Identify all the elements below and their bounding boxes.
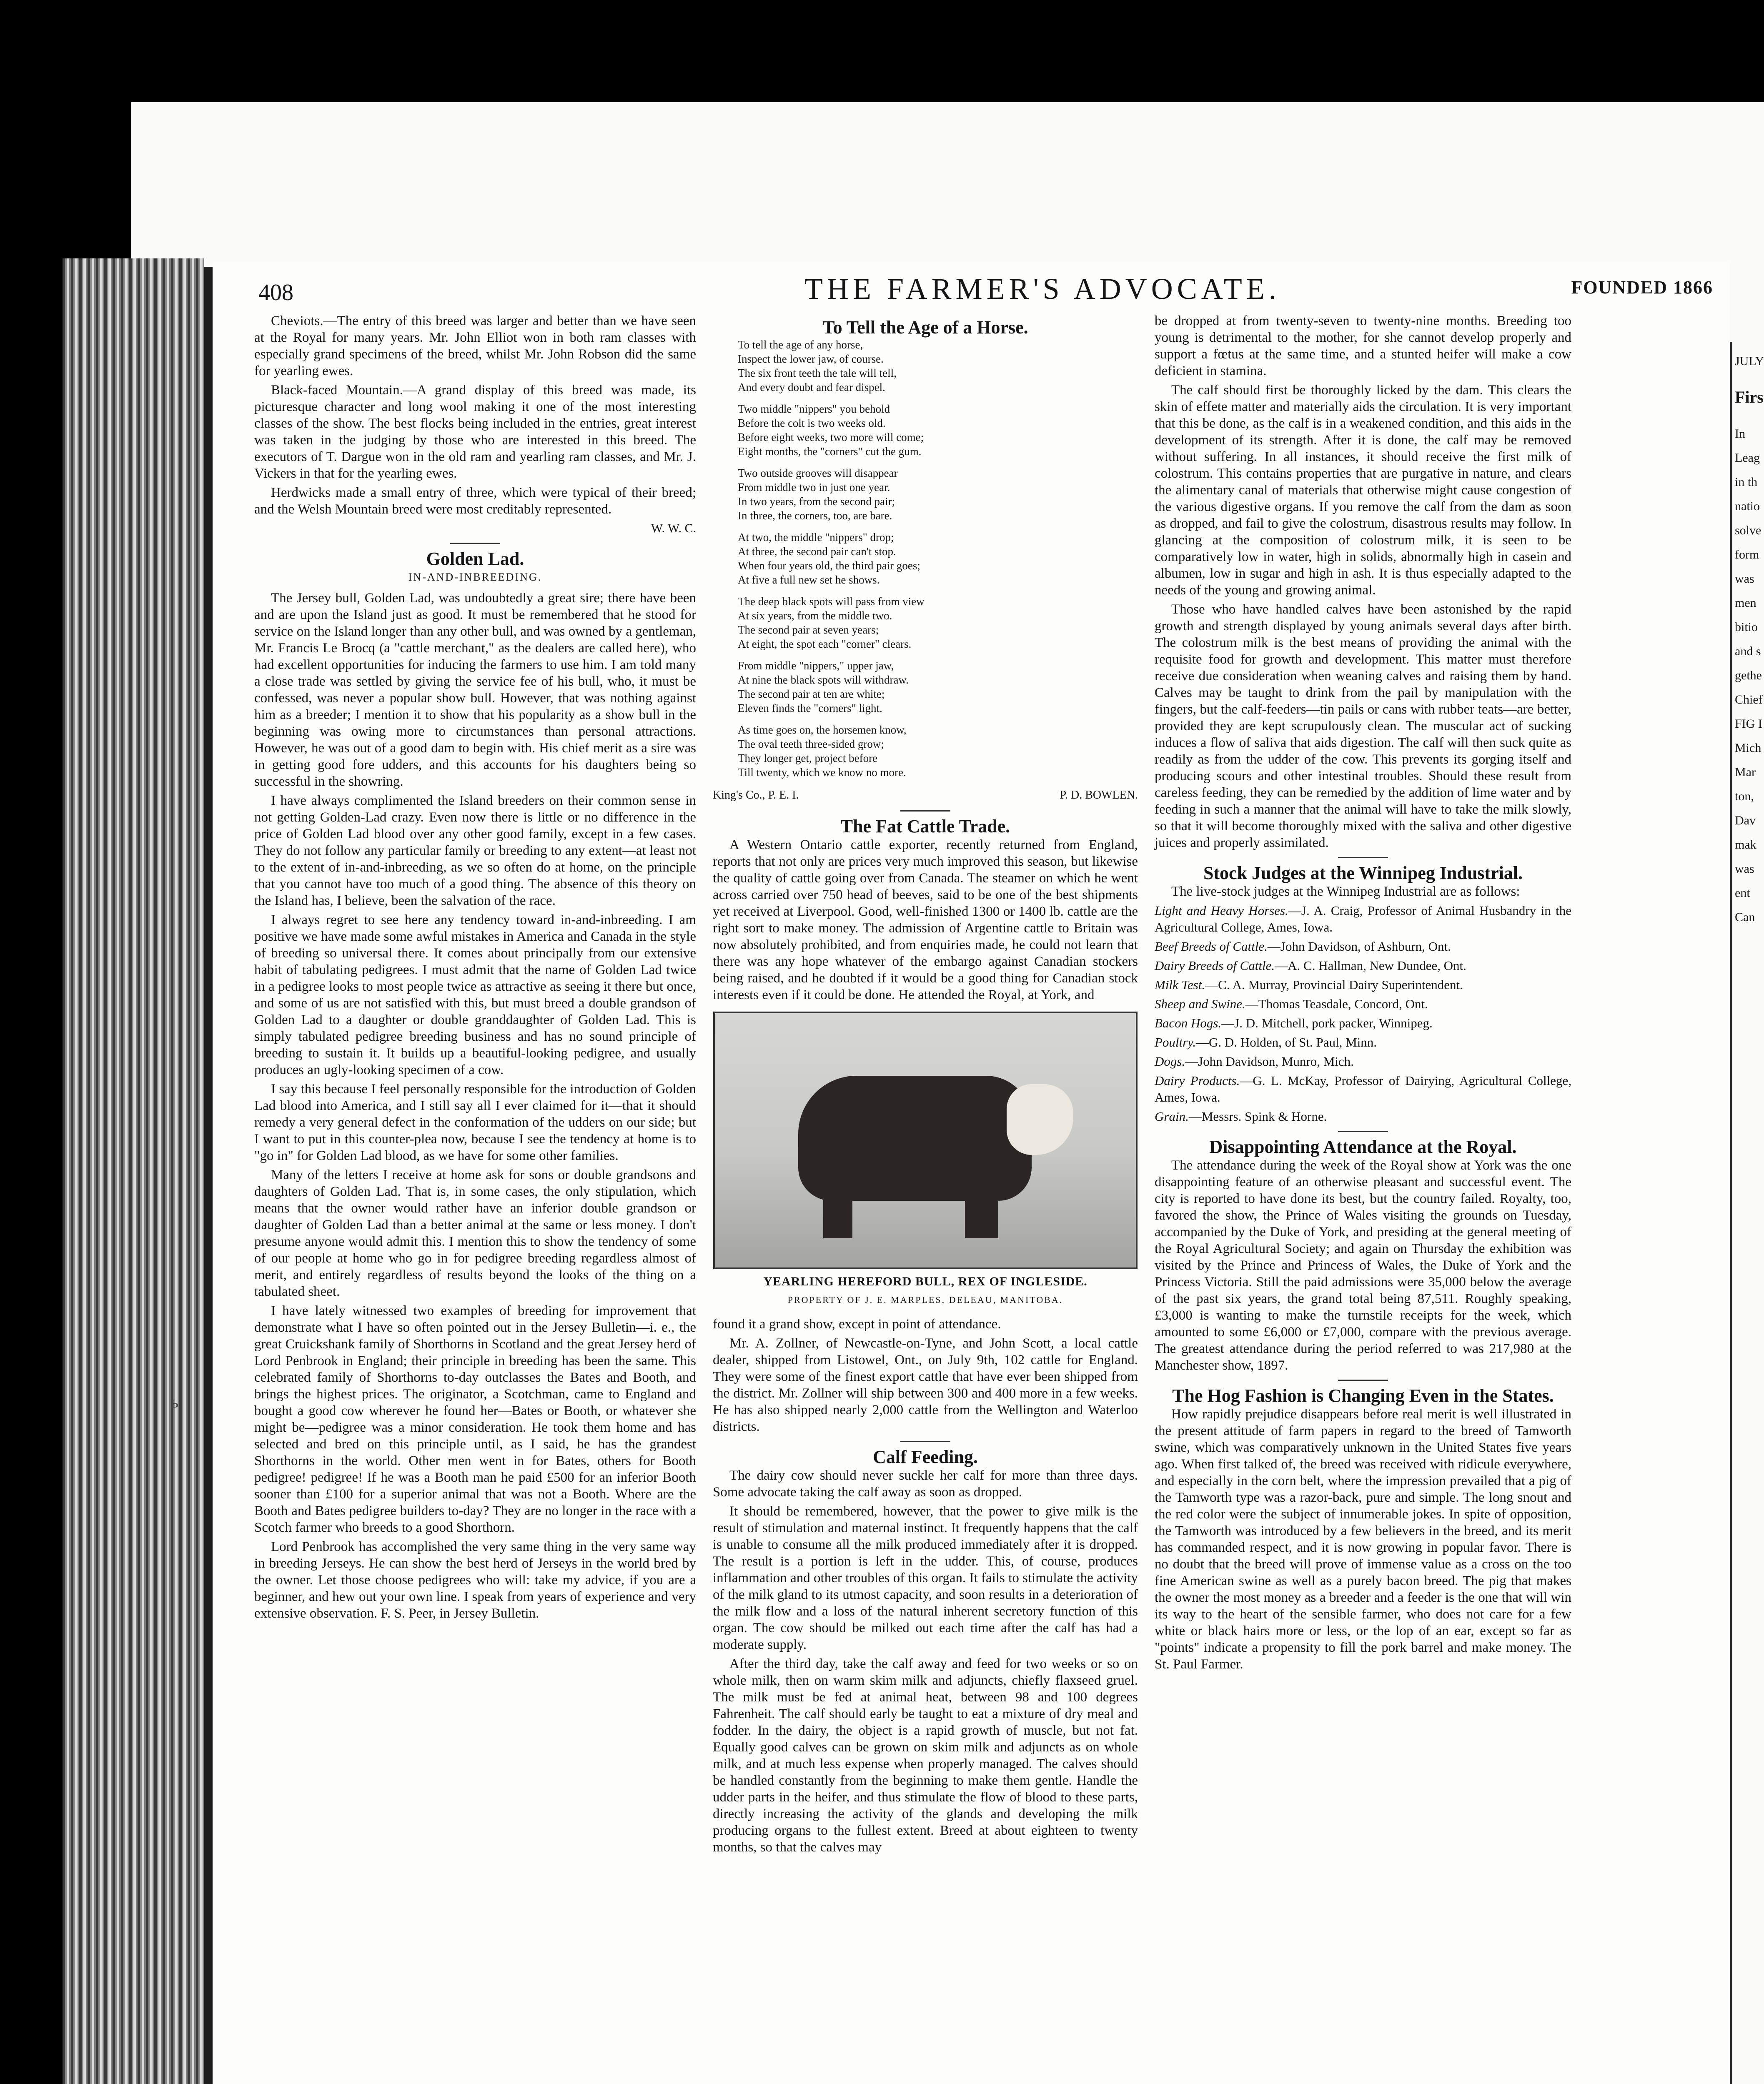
fragment-line: ton, — [1735, 789, 1754, 803]
fragment-line: was — [1735, 862, 1754, 876]
poem-line: The six front teeth the tale will tell, — [738, 367, 897, 379]
poem-line: At nine the black spots will withdraw. — [738, 674, 909, 686]
article-paragraph: Many of the letters I receive at home ask for sons or double grandsons and daughters of Golden Lad. That is, in some cases, the only stipulation, which means that the owner would rather have an inferior double grandson or daughter of Golden Lad than a better animal at the same or less money. I don't presume anyone would admit this. I mention this to show the tendency of some of our people at home who go in for pedigree breeding regardless almost of merit, and entirely regardless of results beyond the looks of the thing on a tabulated sheet. — [254, 1167, 696, 1299]
fragment-line: Chief — [1735, 693, 1763, 706]
page-gutter — [204, 267, 213, 2084]
poem-stanza — [738, 659, 1138, 715]
article-paragraph: Those who have handled calves have been astonished by the rapid growth and strength displayed by young animals several days after birth. The colostrum milk is the best means of providing the animal with the requisite food for growth and development. This matter must therefore receive due consideration when weaning calves and raising them by hand. Calves may be taught to drink from the pail by manipulation with the fingers, but the calf-feeders—tin pails or cans with rubber teats—are better, provided they are kept scrupulously clean. The muscular act of sucking induces a flow of saliva that aids digestion. The calf will then suck quite as readily as from the udder of the cow. This prevents its gorging itself and producing scours and other intestinal troubles. Should these result from careless feeding, they can be remedied by the addition of lime water and by feeding in such a manner that the animal will have to take the milk slowly, so that it will become thoroughly mixed with the saliva and other digestive juices and properly assimilated. — [1155, 602, 1571, 850]
column-1 — [254, 313, 696, 1624]
judge-class: Milk Test. — [1155, 977, 1205, 992]
herdwicks-paragraph: Herdwicks made a small entry of three, which were typical of their breed; and the Welsh Mountain breed were most creditably represented. — [254, 485, 696, 517]
bull-photo — [713, 1012, 1138, 1269]
fragment-line: Mar — [1735, 765, 1756, 779]
fragment-line: ent — [1735, 886, 1750, 900]
judge-class: Light and Heavy Horses. — [1155, 903, 1288, 918]
poem-line: Two middle "nippers" you behold — [738, 403, 890, 415]
fragment-line: men — [1735, 596, 1756, 610]
judge-name: —J. D. Mitchell, pork packer, Winnipeg. — [1221, 1016, 1433, 1030]
poem-line: Before eight weeks, two more will come; — [738, 431, 924, 443]
judge-entry — [1155, 1108, 1571, 1125]
poem-line: In three, the corners, too, are bare. — [738, 509, 892, 522]
judge-name: —John Davidson, of Ashburn, Ont. — [1267, 939, 1451, 954]
judge-name: —G. D. Holden, of St. Paul, Minn. — [1196, 1035, 1377, 1050]
article-paragraph: I have lately witnessed two examples of breeding for improvement that demonstrate what I have so often pointed out in the Jersey Bulletin—i. e., the great Cruickshank family of Shorthorns in Scotland and the great Jersey herd of Lord Penbrook in England; their principle in breeding has been the same. This celebrated family of Shorthorns to-day outclasses the Bates and Booth, and brings the highest prices. The originator, a Scotchman, came to England and bought a good cow wherever he found her—Bates or Booth, or whatever she might be—pedigree was a minor consideration. He took them home and has selected and bred on this principle until, as I said, he has the grandest Shorthorns in the world. Other men went in for Bates, others for Booth pedigree! pedigree! If he was a Booth man he paid £500 for an inferior Booth sooner than £100 for a superior animal that was not a Booth. Where are the Booth and Bates pedigree builders to-day? They are no longer in the race with a Scotch farmer who breeds to a good Shorthorn. — [254, 1303, 696, 1535]
photo-credit: PROPERTY OF J. E. MARPLES, DELEAU, MANITOBA. — [787, 1295, 1063, 1305]
masthead: THE FARMER'S ADVOCATE. — [804, 272, 1280, 306]
newspaper-page — [213, 263, 1730, 2084]
fragment-line: Mich — [1735, 741, 1761, 755]
poem-stanza — [738, 723, 1138, 779]
poem-line: Inspect the lower jaw, of course. — [738, 353, 884, 365]
judge-name: —A. C. Hallman, New Dundee, Ont. — [1275, 958, 1466, 973]
poem-line: At two, the middle "nippers" drop; — [738, 531, 894, 544]
poem-line: From middle "nippers," upper jaw, — [738, 659, 894, 672]
article-paragraph: I always regret to see here any tendency toward in-and-inbreeding. I am positive we have made some awful mistakes in America and Canada in the style of breeding so universal there. It comes about principally from our extensive habit of tabulating pedigrees. I must admit that the name of Golden Lad twice in a pedigree looks to most people twice as attractive as seeing it there but once, and some of us are not satisfied with this, but must breed a double grandson of Golden Lad to a daughter or double granddaughter of Golden Lad. This is simply tabulated pedigree breeding business and has no sound principle of breeding to sustain it. It builds up a beautiful-looking pedigree, and usually produces an ugly-looking specimen of a cow. — [254, 912, 696, 1077]
fragment-line: mak — [1735, 838, 1756, 852]
divider — [1338, 1380, 1388, 1381]
judge-name: —C. A. Murray, Provincial Dairy Superintendent. — [1205, 977, 1463, 992]
judge-class: Dairy Breeds of Cattle. — [1155, 958, 1275, 973]
fragment-line: In — [1735, 427, 1745, 441]
article-paragraph: be dropped at from twenty-seven to twenty-nine months. Breeding too young is detrimental to the mother, for she cannot develop properly and support a fœtus at the same time, and a stunted heifer will make a cow deficient in stamina. — [1155, 313, 1571, 378]
fragment-line: gethe — [1735, 669, 1762, 682]
fragment-line: Firs — [1735, 388, 1764, 406]
article-paragraph: It should be remembered, however, that the power to give milk is the result of stimulation and maternal instinct. It frequently happens that the calf is unable to consume all the milk produced immediately after it is dropped. The result is a portion is left in the udder. This, of course, produces inflammation and other troubles of this organ. It fails to stimulate the activity of the milk gland to its utmost capacity, and soon results in a deterioration of the milk flow and a loss of the natural inherent secretory function of this organ. The cow should be milked out each time after the calf has had a moderate supply. — [713, 1504, 1138, 1652]
article-paragraph: Mr. A. Zollner, of Newcastle-on-Tyne, and John Scott, a local cattle dealer, shipped from Listowel, Ont., on July 9th, 102 cattle for England. They were some of the finest export cattle that have ever been shipped from the district. Mr. Zollner will ship between 300 and 400 more in a few weeks. He has also shipped nearly 2,000 cattle from the Wellington and Waterloo districts. — [713, 1336, 1138, 1434]
divider — [900, 810, 950, 812]
article-paragraph: The Jersey bull, Golden Lad, was undoubtedly a great sire; there have been and are upon the Island just as good. It must be remembered that he stood for service on the Island longer than any other bull, and was owned by a gentleman, Mr. Francis Le Brocq (a "cattle merchant," as the dealers are called here), who had excellent opportunities for inducing the farmers to use him. I am told many a close trade was settled by giving the service fee of his bull, who, it must be confessed, was never a popular show bull. However, that was nothing against him as a breeder; I mention it to show that his popularity as a show bull in the beginning was owing more to circumstances than personal attractions. However, he was out of a good dam to begin with. His chief merit as a sire was in getting good fore udders, and this accounts for his daughters being so successful in the showring. — [254, 591, 696, 789]
judge-class: Poultry. — [1155, 1035, 1196, 1050]
divider — [1338, 857, 1388, 858]
poem-line: At eight, the spot each "corner" clears. — [738, 638, 912, 650]
cheviots-paragraph: Cheviots.—The entry of this breed was larger and better than we have seen at the Royal for many years. Mr. John Elliot won in both ram classes with especially grand specimens of the breed, whilst Mr. John Robson did the same for yearling ewes. — [254, 313, 696, 378]
judges-list — [1155, 902, 1571, 1125]
article-paragraph: After the third day, take the calf away and feed for two weeks or so on whole milk, then on warm skim milk and adjuncts, chiefly flaxseed gruel. The milk must be fed at animal heat, between 98 and 100 degrees Fahrenheit. The calf should early be taught to eat a mixture of dry meal and fodder. In the dairy, the object is a rapid growth of muscle, but not fat. Equally good calves can be grown on skim milk and adjuncts as on whole milk, and at much less expense when properly managed. The calves should be handled constantly from the beginning to make them gentle. Handle the udder parts in the heifer, and thus stimulate the flow of blood to these parts, directly increasing the activity of the glands and developing the milk producing organs to the fullest extent. Breed at about eighteen to twenty months, so that the calves may — [713, 1656, 1138, 1855]
next-page-edge — [1730, 342, 1764, 2084]
fragment-line: bitio — [1735, 620, 1758, 634]
divider — [1338, 1131, 1388, 1132]
article-title: The Hog Fashion is Changing Even in the States. — [1172, 1385, 1554, 1406]
article-subtitle: IN-AND-INBREEDING. — [408, 571, 542, 583]
judge-entry — [1155, 1072, 1571, 1106]
judge-entry — [1155, 1053, 1571, 1070]
next-page-fragment — [1735, 385, 1764, 929]
blackfaced-paragraph: Black-faced Mountain.—A grand display of this breed was made, its picturesque character and long wool making it one of the most interesting classes of the show. The best flocks being included in the entries, great interest was taken in the judging by those who are interested in this breed. The executors of T. Dargue won in the old ram and yearling ram classes, and Mr. J. Vickers in that for the yearling ewes. — [254, 383, 696, 481]
fragment-line: in th — [1735, 475, 1758, 489]
judge-class: Dogs. — [1155, 1054, 1185, 1069]
poem-stanza — [738, 594, 1138, 651]
judge-name: —J. A. Craig, Professor of Animal Husbandry in the Agricultural College, Ames, Iowa. — [1155, 903, 1571, 934]
next-page-header: JULY — [1735, 354, 1764, 368]
fragment-line: form — [1735, 548, 1759, 561]
judge-class: Sheep and Swine. — [1155, 997, 1245, 1011]
judge-name: —G. L. McKay, Professor of Dairying, Agricultural College, Ames, Iowa. — [1155, 1073, 1571, 1105]
judge-class: Bacon Hogs. — [1155, 1016, 1222, 1030]
poem-line: And every doubt and fear dispel. — [738, 381, 885, 393]
article-paragraph: The attendance during the week of the Royal show at York was the one disappointing feature of an otherwise pleasant and successful event. The city is reported to have done its best, but the country failed. Royalty, too, favored the show, the Prince of Wales visiting the grounds on Tuesday, accompanied by the Duke of York, and presiding at the general meeting of the Royal Agricultural Society; and again on Thursday the exhibition was visited by the Prince and Princess of Wales, the Duke of York and the Princess Victoria. Still the paid admissions were 35,000 below the average of the past six years, the grand total being 87,511. Roughly speaking, £3,000 is wanting to make the turnstile receipts for the week, which amounted to some £6,000 or £7,000, compare with the previous average. The greatest attendance during the period referred to was 217,980 at the Manchester show, 1897. — [1155, 1158, 1571, 1373]
poem-line: Before the colt is two weeks old. — [738, 417, 886, 429]
poem-line: From middle two in just one year. — [738, 481, 890, 493]
photo-caption: YEARLING HEREFORD BULL, REX OF INGLESIDE. — [763, 1275, 1087, 1288]
judge-name: —John Davidson, Munro, Mich. — [1185, 1054, 1354, 1069]
founded-label: FOUNDED 1866 — [1571, 277, 1713, 298]
fragment-line: solve — [1735, 524, 1761, 537]
poem — [713, 338, 1138, 779]
poem-line: They longer get, project before — [738, 752, 878, 764]
poem-line: To tell the age of any horse, — [738, 338, 863, 351]
article-paragraph: How rapidly prejudice disappears before real merit is well illustrated in the present attitude of farm papers in regard to the breed of Tamworth swine, which was comparatively unknown in the United States five years ago. When first talked of, the breed was received with ridicule everywhere, and especially in the corn belt, where the impression prevailed that a pig of the Tamworth type was a razor-back, pure and simple. The long snout and the red color were the subject of innumerable jokes. In spite of opposition, the Tamworth was introduced by a few believers in the breed, and its merit has commanded respect, and it is now growing in popular favor. There is no doubt that the breed will prove of immense value as a cross on the too fine American swine as well as a purely bacon breed. The pig that makes the owner the most money as a breeder and a feeder is the one that will win its way to the heart of the sensible farmer, who does not care for a few white or black hairs more or less, or the lop of an ear, except so far as "points" indicate a propensity to fill the pork barrel and make money. The St. Paul Farmer. — [1155, 1407, 1571, 1672]
judge-class: Dairy Products. — [1155, 1073, 1240, 1088]
bull-body — [798, 1076, 1032, 1201]
judge-name: —Messrs. Spink & Horne. — [1188, 1109, 1327, 1124]
signature: W. W. C. — [651, 521, 696, 535]
judge-class: Beef Breeds of Cattle. — [1155, 939, 1268, 954]
bull-legs — [823, 1188, 1007, 1238]
judge-entry — [1155, 1015, 1571, 1032]
judge-name: —Thomas Teasdale, Concord, Ont. — [1245, 997, 1428, 1011]
poem-byline — [713, 787, 1138, 804]
fragment-line: Dav — [1735, 814, 1756, 827]
judge-entry — [1155, 996, 1571, 1012]
poem-line: At six years, from the middle two. — [738, 609, 892, 622]
poem-line: Till twenty, which we know no more. — [738, 766, 906, 779]
article-paragraph: The dairy cow should never suckle her calf for more than three days. Some advocate taking the calf away as soon as dropped. — [713, 1468, 1138, 1500]
article-paragraph: Lord Penbrook has accomplished the very same thing in the very same way in breeding Jerseys. He can show the best herd of Jerseys in the world bred by the owner. Let those choose pedigrees who will: take my advice, if you are a beginner, and hew out your own line. I speak from years of experience and very extensive observation. F. S. Peer, in Jersey Bulletin. — [254, 1539, 696, 1621]
poem-line: Eight months, the "corners" cut the gum. — [738, 445, 922, 458]
poem-line: As time goes on, the horsemen know, — [738, 724, 907, 736]
article-paragraph: A Western Ontario cattle exporter, recently returned from England, reports that not only are prices very much improved this season, but likewise the quality of cattle going over from Canada. The steamer on which he went across carried over 750 head of beeves, said to be one of the best shipments yet received at Liverpool. Good, well-finished 1300 or 1400 lb. cattle are the right sort to make money. The admission of Argentine cattle to Britain was now absolutely prohibited, and from enquiries made, he could not learn that there was any hope whatever of the embargo against Canadian stockers being raised, and he doubted if it would be a good thing for Canadian stock interests even if it could be done. He attended the Royal, at York, and — [713, 837, 1138, 1002]
page-header — [213, 263, 1730, 308]
poem-line: Eleven finds the "corners" light. — [738, 702, 882, 714]
judge-entry — [1155, 1034, 1571, 1051]
judge-entry — [1155, 957, 1571, 974]
poem-line: In two years, from the second pair; — [738, 495, 895, 508]
article-paragraph: I have always complimented the Island breeders on their common sense in not getting Golden-Lad crazy. Even now there is little or no difference in the price of Golden Lad blood over any other good family, except in a few cases. They do not follow any particular family or breeding to any extent—at least not to the extent of in-and-inbreeding, as we so often do at home, on the principle that you cannot have too much of a good thing. The absence of this theory on the Island has, I believe, been the salvation of the race. — [254, 793, 696, 908]
judge-entry — [1155, 938, 1571, 955]
poem-line: At five a full new set he shows. — [738, 574, 880, 586]
poem-stanza — [738, 466, 1138, 523]
article-title: Golden Lad. — [426, 549, 524, 569]
article-title: The Fat Cattle Trade. — [840, 816, 1010, 837]
column-2 — [713, 313, 1138, 1858]
book-binding — [63, 258, 204, 2084]
poem-line: The second pair at ten are white; — [738, 688, 885, 700]
divider — [900, 1441, 950, 1442]
poem-author: P. D. BOWLEN. — [1060, 789, 1138, 802]
article-title: Calf Feeding. — [873, 1447, 978, 1467]
poem-line: The second pair at seven years; — [738, 624, 879, 636]
column-3 — [1155, 313, 1571, 1675]
fragment-line: and s — [1735, 644, 1761, 658]
fragment-line: was — [1735, 572, 1754, 586]
judge-class: Grain. — [1155, 1109, 1189, 1124]
article-title: To Tell the Age of a Horse. — [822, 317, 1028, 338]
margin-mark: ь — [171, 1393, 179, 1411]
page-number: 408 — [258, 280, 293, 306]
poem-stanza — [738, 530, 1138, 587]
divider — [450, 543, 500, 544]
article-paragraph: The calf should first be thoroughly licked by the dam. This clears the skin of effete matter and materially aids the circulation. It is very important that this be done, as the calf is in a weakened condition, and this aids in the development of its strength. After it is done, the calf may be removed without suffering. In all instances, it should receive the first milk of colostrum. This contains properties that are purgative in nature, and clears the alimentary canal of materials that otherwise might cause congestion of the various digestive organs. If you remove the calf from the dam as soon as dropped, and fail to give the colostrum, disastrous results may follow. In glancing at the composition of colostrum milk, it is seen to be comparatively low in water, high in solids, abnormally high in casein and albumen, low in sugar and high in ash. It is thus especially adapted to the needs of the young and growing animal. — [1155, 383, 1571, 598]
article-title: Disappointing Attendance at the Royal. — [1209, 1137, 1517, 1157]
fragment-line: Leag — [1735, 451, 1760, 465]
poem-place: King's Co., P. E. I. — [713, 789, 799, 802]
poem-line: When four years old, the third pair goes; — [738, 559, 920, 572]
article-paragraph: found it a grand show, except in point of attendance. — [713, 1317, 1001, 1332]
poem-stanza — [738, 338, 1138, 394]
poem-line: Two outside grooves will disappear — [738, 467, 898, 479]
bull-head — [1007, 1084, 1073, 1155]
fragment-line: FIG I — [1735, 717, 1762, 731]
fragment-line: Can — [1735, 910, 1755, 924]
poem-line: The deep black spots will pass from view — [738, 595, 925, 608]
poem-line: At three, the second pair can't stop. — [738, 545, 896, 558]
poem-stanza — [738, 402, 1138, 458]
poem-line: The oval teeth three-sided grow; — [738, 738, 884, 750]
article-paragraph: I say this because I feel personally responsible for the introduction of Golden Lad blood into America, and I still say all I ever claimed for it—that it should remedy a very general defect in the conformation of the udders on our side; but I want to put in this counter-plea now, because I see the tendency at home is to "go in" for Golden Lad blood, as we have for some other families. — [254, 1082, 696, 1163]
article-title: Stock Judges at the Winnipeg Industrial. — [1203, 863, 1523, 883]
fragment-line: natio — [1735, 499, 1760, 513]
article-paragraph: The live-stock judges at the Winnipeg Industrial are as follows: — [1171, 884, 1520, 899]
judge-entry — [1155, 977, 1571, 993]
judge-entry — [1155, 902, 1571, 936]
